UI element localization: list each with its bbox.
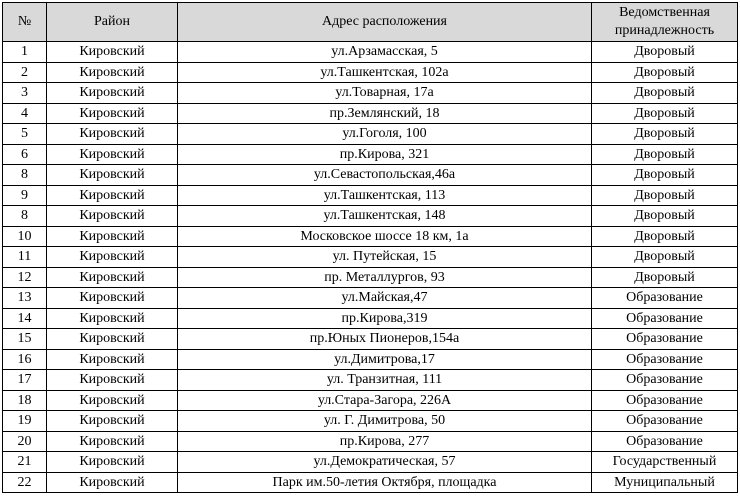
cell-district: Кировский <box>47 144 178 165</box>
cell-ownership: Дворовый <box>592 124 738 145</box>
cell-num: 10 <box>3 226 47 247</box>
cell-num: 14 <box>3 308 47 329</box>
table-row <box>3 206 738 227</box>
cell-num: 22 <box>3 472 47 493</box>
cell-num: 6 <box>3 144 47 165</box>
cell-address: пр.Кирова, 277 <box>178 431 592 452</box>
header-district: Район <box>47 3 178 42</box>
table-row <box>3 267 738 288</box>
cell-num: 12 <box>3 267 47 288</box>
table-header <box>3 3 738 42</box>
cell-address: ул.Майская,47 <box>178 288 592 309</box>
table-row <box>3 144 738 165</box>
cell-district: Кировский <box>47 370 178 391</box>
cell-num: 4 <box>3 103 47 124</box>
cell-ownership: Дворовый <box>592 83 738 104</box>
table-row <box>3 411 738 432</box>
cell-district: Кировский <box>47 349 178 370</box>
cell-num: 2 <box>3 62 47 83</box>
table-row <box>3 247 738 268</box>
cell-ownership: Дворовый <box>592 42 738 63</box>
cell-num: 1 <box>3 42 47 63</box>
table-row <box>3 431 738 452</box>
cell-district: Кировский <box>47 431 178 452</box>
cell-ownership: Образование <box>592 411 738 432</box>
cell-ownership: Муниципальный <box>592 472 738 493</box>
cell-num: 16 <box>3 349 47 370</box>
table-row <box>3 42 738 63</box>
cell-ownership: Дворовый <box>592 247 738 268</box>
cell-district: Кировский <box>47 103 178 124</box>
cell-ownership: Образование <box>592 288 738 309</box>
cell-district: Кировский <box>47 226 178 247</box>
cell-ownership: Дворовый <box>592 62 738 83</box>
cell-address: пр. Металлургов, 93 <box>178 267 592 288</box>
cell-district: Кировский <box>47 329 178 350</box>
cell-district: Кировский <box>47 247 178 268</box>
cell-district: Кировский <box>47 83 178 104</box>
cell-address: ул. Транзитная, 111 <box>178 370 592 391</box>
cell-address: пр.Кирова,319 <box>178 308 592 329</box>
cell-ownership: Дворовый <box>592 103 738 124</box>
cell-ownership: Образование <box>592 308 738 329</box>
cell-address: ул.Ташкентская, 148 <box>178 206 592 227</box>
table-row <box>3 452 738 473</box>
table-row <box>3 103 738 124</box>
cell-address: ул.Севастопольская,46а <box>178 165 592 186</box>
table-row <box>3 349 738 370</box>
cell-num: 19 <box>3 411 47 432</box>
header-address: Адрес расположения <box>178 3 592 42</box>
cell-address: пр.Землянский, 18 <box>178 103 592 124</box>
cell-ownership: Образование <box>592 431 738 452</box>
cell-ownership: Дворовый <box>592 267 738 288</box>
table-row <box>3 165 738 186</box>
cell-district: Кировский <box>47 165 178 186</box>
cell-district: Кировский <box>47 124 178 145</box>
cell-ownership: Образование <box>592 329 738 350</box>
cell-ownership: Образование <box>592 349 738 370</box>
cell-num: 11 <box>3 247 47 268</box>
table-row <box>3 308 738 329</box>
table-row <box>3 62 738 83</box>
table-row <box>3 226 738 247</box>
cell-district: Кировский <box>47 288 178 309</box>
table-row <box>3 472 738 493</box>
cell-address: Московское шоссе 18 км, 1а <box>178 226 592 247</box>
cell-district: Кировский <box>47 185 178 206</box>
cell-district: Кировский <box>47 42 178 63</box>
cell-district: Кировский <box>47 267 178 288</box>
cell-ownership: Государственный <box>592 452 738 473</box>
cell-ownership: Дворовый <box>592 206 738 227</box>
cell-address: ул.Стара-Загора, 226А <box>178 390 592 411</box>
header-ownership: Ведомственная принадлежность <box>592 3 738 42</box>
cell-num: 3 <box>3 83 47 104</box>
cell-address: ул.Гоголя, 100 <box>178 124 592 145</box>
cell-district: Кировский <box>47 472 178 493</box>
cell-district: Кировский <box>47 390 178 411</box>
table-row <box>3 390 738 411</box>
table-row <box>3 370 738 391</box>
cell-address: пр.Кирова, 321 <box>178 144 592 165</box>
cell-num: 5 <box>3 124 47 145</box>
cell-ownership: Дворовый <box>592 165 738 186</box>
cell-num: 9 <box>3 185 47 206</box>
table-row <box>3 329 738 350</box>
cell-address: ул.Ташкентская, 113 <box>178 185 592 206</box>
cell-ownership: Дворовый <box>592 185 738 206</box>
table-row <box>3 288 738 309</box>
cell-num: 20 <box>3 431 47 452</box>
cell-num: 13 <box>3 288 47 309</box>
cell-address: ул. Путейская, 15 <box>178 247 592 268</box>
cell-ownership: Дворовый <box>592 226 738 247</box>
cell-address: ул. Г. Димитрова, 50 <box>178 411 592 432</box>
table-body <box>3 42 738 493</box>
cell-num: 18 <box>3 390 47 411</box>
cell-address: ул.Арзамасская, 5 <box>178 42 592 63</box>
cell-address: ул.Демократическая, 57 <box>178 452 592 473</box>
table-row <box>3 83 738 104</box>
table-row <box>3 185 738 206</box>
cell-address: пр.Юных Пионеров,154а <box>178 329 592 350</box>
cell-district: Кировский <box>47 411 178 432</box>
cell-num: 8 <box>3 165 47 186</box>
cell-num: 8 <box>3 206 47 227</box>
cell-address: Парк им.50-летия Октября, площадка <box>178 472 592 493</box>
cell-district: Кировский <box>47 206 178 227</box>
cell-district: Кировский <box>47 452 178 473</box>
cell-num: 15 <box>3 329 47 350</box>
cell-address: ул.Димитрова,17 <box>178 349 592 370</box>
cell-ownership: Образование <box>592 390 738 411</box>
cell-num: 21 <box>3 452 47 473</box>
table-row <box>3 124 738 145</box>
header-row <box>3 3 738 42</box>
cell-ownership: Дворовый <box>592 144 738 165</box>
cell-district: Кировский <box>47 308 178 329</box>
cell-address: ул.Ташкентская, 102а <box>178 62 592 83</box>
facilities-table <box>2 2 738 493</box>
header-num: № <box>3 3 47 42</box>
cell-address: ул.Товарная, 17а <box>178 83 592 104</box>
cell-num: 17 <box>3 370 47 391</box>
cell-ownership: Образование <box>592 370 738 391</box>
cell-district: Кировский <box>47 62 178 83</box>
